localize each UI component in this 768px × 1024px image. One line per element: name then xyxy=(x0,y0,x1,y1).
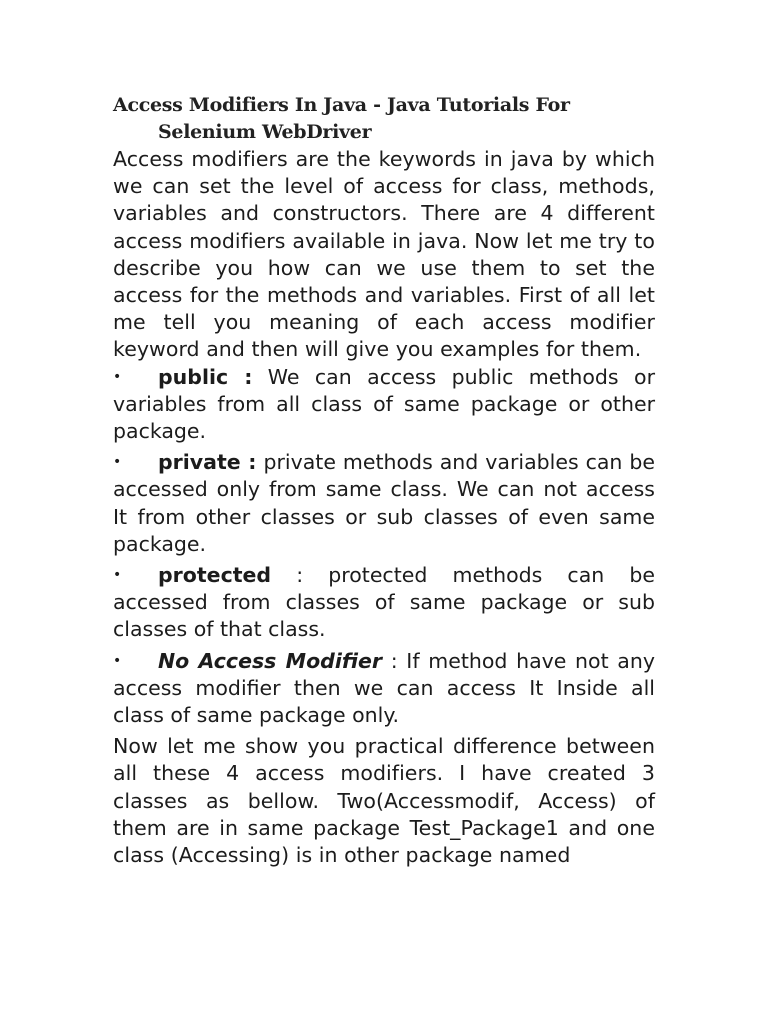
list-item-protected xyxy=(113,562,655,644)
term-protected: protected xyxy=(158,563,272,588)
bullet-icon: • xyxy=(113,368,122,385)
modifier-list xyxy=(113,364,655,730)
title-line-2: Selenium WebDriver xyxy=(158,121,372,143)
description-public: We can access public methods or variables from all class of same package or other package. xyxy=(113,364,655,444)
title-line-1: Access Modifiers In Java - Java Tutorials For xyxy=(113,94,570,116)
list-item-private xyxy=(113,449,655,558)
intro-paragraph: Access modifiers are the keywords in java by which we can set the level of access for class, methods, variables and constructors. There are 4 different access modifiers available in java. Now let me try to describe you how can we use them to set the access for the methods and variables. First of all let me tell you meaning of each access modifier keyword and then will give you examples for them. xyxy=(113,147,655,362)
description-private: private methods and variables can be accessed only from same class. We can not access It from other classes or sub classes of even same package. xyxy=(113,450,656,556)
bullet-icon: • xyxy=(113,567,122,584)
document-page xyxy=(113,92,655,869)
description-no-access-modifier: : If method have not any access modifier then we can access It Inside all class of same package only. xyxy=(113,648,655,728)
bullet-icon: • xyxy=(113,652,122,669)
list-item-no-access-modifier xyxy=(113,648,655,730)
term-public: public : xyxy=(158,364,253,389)
document-title xyxy=(113,92,655,146)
list-item-public xyxy=(113,364,655,446)
term-no-access-modifier: No Access Modifier xyxy=(158,648,383,673)
description-protected: : protected methods can be accessed from classes of same package or sub classes of that class. xyxy=(113,563,655,642)
bullet-icon: • xyxy=(113,454,122,471)
term-private: private : xyxy=(158,450,257,475)
closing-paragraph: Now let me show you practical difference between all these 4 access modifiers. I have created 3 classes as bellow. Two(Accessmodif, Access) of them are in same package Test_Package1 and one class (Accessing) is in other package named xyxy=(113,734,655,868)
